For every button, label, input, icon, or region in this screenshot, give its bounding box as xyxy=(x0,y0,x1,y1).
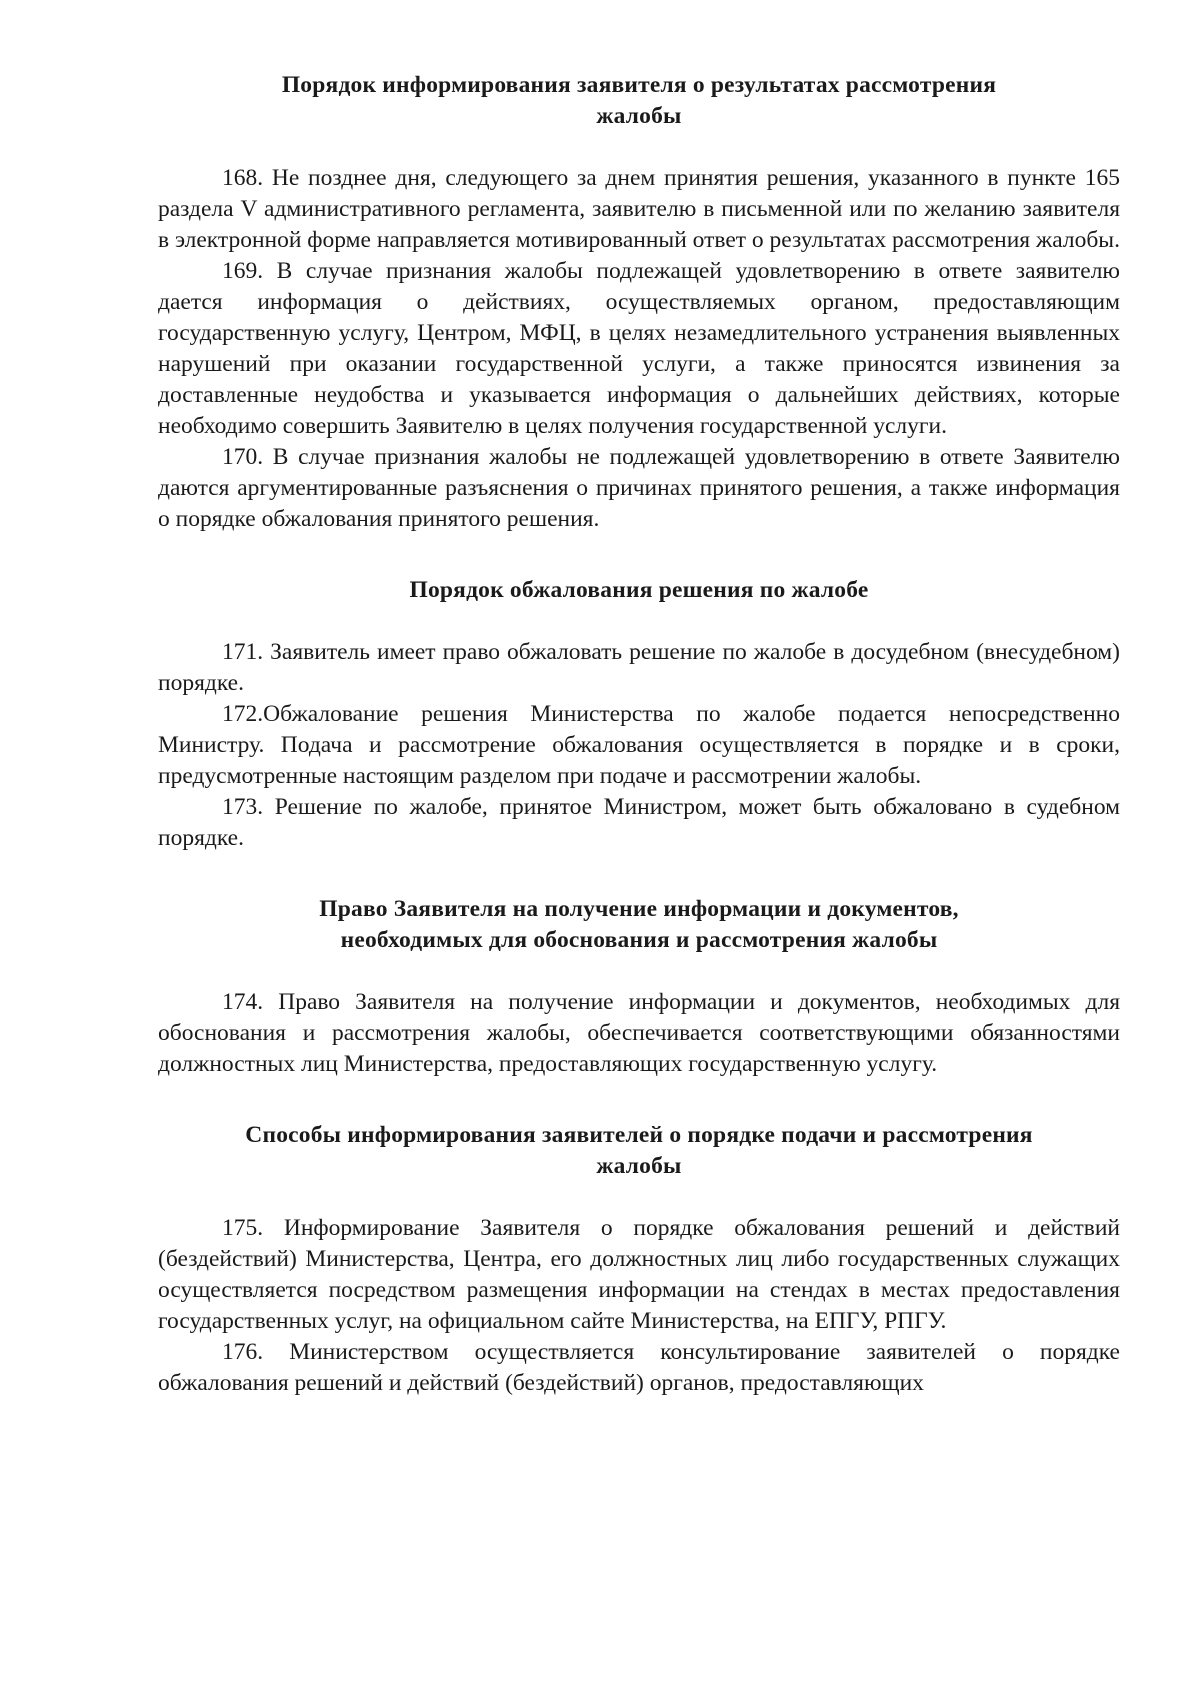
paragraph-173: 173. Решение по жалобе, принятое Министром, может быть обжаловано в судебном порядке. xyxy=(158,794,1120,851)
paragraph-175: 175. Информирование Заявителя о порядке обжалования решений и действий (бездействий) Министерства, Центра, его должностных лиц либо государственных служащих осуществляется посредством размещения информации на стендах в местах предоставления государственных услуг, на официальном сайте Министерства, на ЕПГУ, РПГУ. xyxy=(158,1215,1120,1334)
document-page xyxy=(158,70,1120,1399)
section-right-to-information xyxy=(158,894,1120,1080)
paragraph-174: 174. Право Заявителя на получение информации и документов, необходимых для обоснования и рассмотрения жалобы, обеспечивается соответствующими обязанностями должностных лиц Министерства, предоставляющих государственную услугу. xyxy=(158,989,1120,1077)
section-appeal-decision xyxy=(158,575,1120,854)
heading-line: жалобы xyxy=(596,103,682,129)
section-informing-results xyxy=(158,70,1120,535)
section-heading xyxy=(158,70,1120,132)
heading-line: Порядок информирования заявителя о результатах рассмотрения xyxy=(281,72,997,98)
section-heading xyxy=(158,575,1120,606)
heading-line: жалобы xyxy=(596,1153,682,1179)
paragraph-168: 168. Не позднее дня, следующего за днем принятия решения, указанного в пункте 165 раздела V административного регламента, заявителю в письменной или по желанию заявителя в электронной форме направляется мотивированный ответ о результатах рассмотрения жалобы. xyxy=(158,165,1120,253)
heading-line: Способы информирования заявителей о порядке подачи и рассмотрения xyxy=(245,1122,1033,1148)
paragraph-176: 176. Министерством осуществляется консультирование заявителей о порядке обжалования решений и действий (бездействий) органов, предоставляющих xyxy=(158,1339,1120,1396)
paragraph-172: 172.Обжалование решения Министерства по жалобе подается непосредственно Министру. Подача и рассмотрение обжалования осуществляется в порядке и в сроки, предусмотренные настоящим разделом при подаче и рассмотрении жалобы. xyxy=(158,701,1120,789)
section-heading xyxy=(158,894,1120,956)
paragraph-169: 169. В случае признания жалобы подлежащей удовлетворению в ответе заявителю дается информация о действиях, осуществляемых органом, предоставляющим государственную услугу, Центром, МФЦ, в целях незамедлительного устранения выявленных нарушений при оказании государственной услуги, а также приносятся извинения за доставленные неудобства и указывается информация о дальнейших действиях, которые необходимо совершить Заявителю в целях получения государственной услуги. xyxy=(158,258,1120,439)
section-informing-methods xyxy=(158,1120,1120,1399)
heading-line: Порядок обжалования решения по жалобе xyxy=(409,577,869,603)
heading-line: Право Заявителя на получение информации и документов, xyxy=(319,896,959,922)
heading-line: необходимых для обоснования и рассмотрения жалобы xyxy=(340,927,938,953)
paragraph-171: 171. Заявитель имеет право обжаловать решение по жалобе в досудебном (внесудебном) порядке. xyxy=(158,639,1120,696)
paragraph-170: 170. В случае признания жалобы не подлежащей удовлетворению в ответе Заявителю даются аргументированные разъяснения о причинах принятого решения, а также информация о порядке обжалования принятого решения. xyxy=(158,444,1120,532)
section-heading xyxy=(158,1120,1120,1182)
